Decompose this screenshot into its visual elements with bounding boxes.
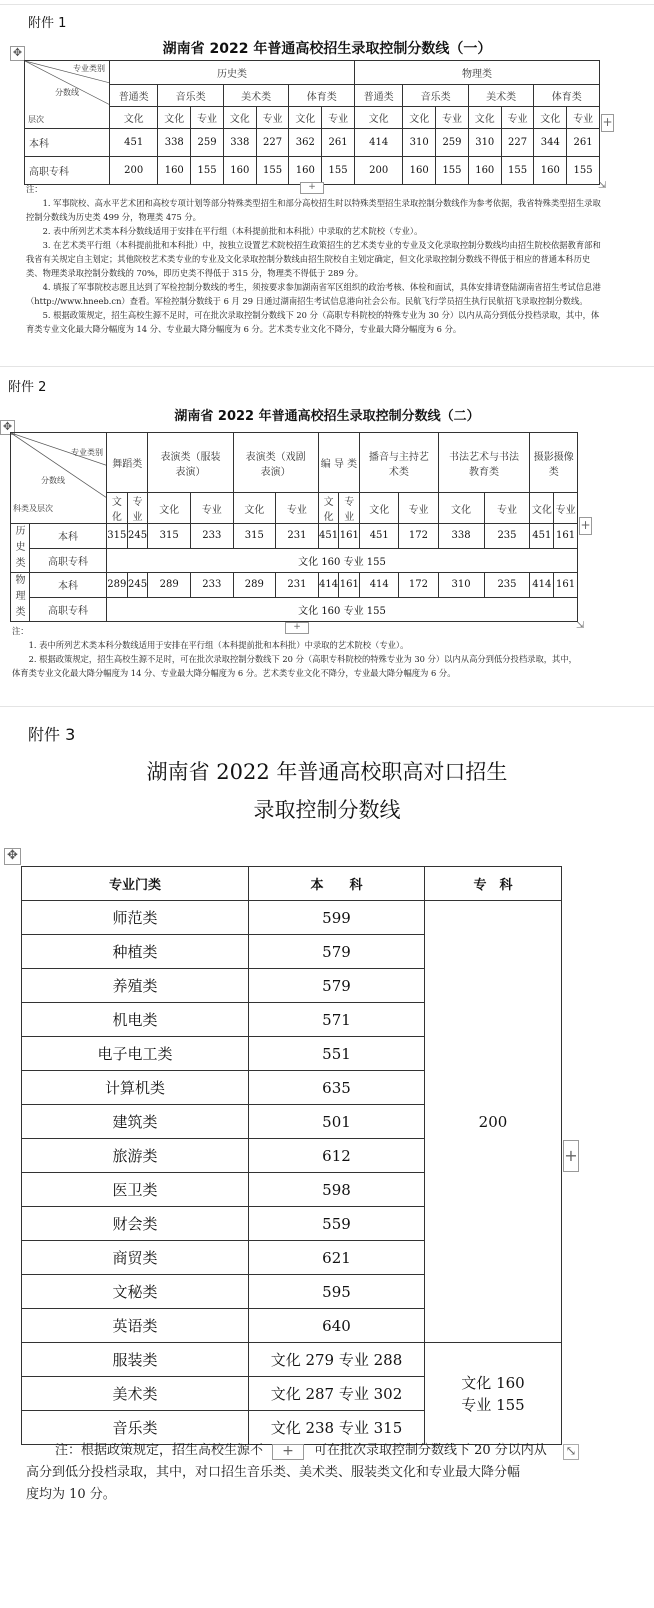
column-header: 专业 bbox=[127, 493, 148, 524]
score-cell: 227 bbox=[501, 129, 534, 157]
score-cell: 414 bbox=[318, 573, 339, 598]
column-header: 文化 bbox=[289, 107, 322, 129]
score-cell: 315 bbox=[107, 524, 128, 549]
row-label: 本科 bbox=[30, 573, 107, 598]
category-name: 机电类 bbox=[22, 1003, 249, 1037]
category-name: 旅游类 bbox=[22, 1139, 249, 1173]
column-header: 文化 bbox=[233, 493, 276, 524]
page-separator bbox=[0, 706, 654, 707]
notes-heading: 注： bbox=[12, 626, 29, 636]
undergraduate-score: 595 bbox=[249, 1275, 425, 1309]
category-header: 表演类（服装表演） bbox=[148, 433, 233, 493]
corner-label-level: 科类及层次 bbox=[13, 504, 53, 513]
category-name: 养殖类 bbox=[22, 969, 249, 1003]
score-cell: 315 bbox=[148, 524, 191, 549]
column-header: 文化 bbox=[148, 493, 191, 524]
score-cell: 155 bbox=[436, 157, 469, 185]
category-header: 书法艺术与书法教育类 bbox=[438, 433, 530, 493]
score-cell: 451 bbox=[318, 524, 339, 549]
score-cell: 235 bbox=[484, 573, 530, 598]
subgroup-header: 体育类 bbox=[534, 85, 600, 107]
score-cell: 231 bbox=[276, 524, 319, 549]
score-cell: 451 bbox=[360, 524, 399, 549]
attachment-3-note-line: 度均为 10 分。 bbox=[26, 1487, 116, 1502]
score-cell: 160 bbox=[223, 157, 256, 185]
add-column-icon[interactable]: + bbox=[601, 114, 614, 132]
row-label: 本科 bbox=[30, 524, 107, 549]
subgroup-header: 美术类 bbox=[468, 85, 534, 107]
table-corner-cell bbox=[11, 433, 107, 524]
category-header: 播音与主持艺术类 bbox=[360, 433, 438, 493]
score-cell: 414 bbox=[360, 573, 399, 598]
add-column-icon[interactable]: + bbox=[579, 517, 592, 535]
corner-label-category: 专业类别 bbox=[73, 64, 105, 73]
resize-icon[interactable]: ⇲ bbox=[598, 180, 607, 191]
score-cell: 160 bbox=[158, 157, 191, 185]
row-label: 本科 bbox=[25, 129, 110, 157]
score-cell: 200 bbox=[110, 157, 158, 185]
subgroup-header: 体育类 bbox=[289, 85, 355, 107]
column-header: 专业 bbox=[554, 493, 578, 524]
notes-heading: 注： bbox=[26, 184, 43, 194]
column-header: 文化 bbox=[107, 493, 128, 524]
score-cell: 161 bbox=[554, 524, 578, 549]
category-header: 摄影摄像类 bbox=[530, 433, 578, 493]
attachment-2-label: 附件 2 bbox=[8, 380, 47, 395]
merged-score-cell: 文化 160 专业 155 bbox=[107, 597, 578, 622]
undergraduate-score: 612 bbox=[249, 1139, 425, 1173]
group-header: 历史类 bbox=[110, 61, 355, 85]
note-item: 5. 根据政策规定，招生高校生源不足时，可在批次录取控制分数线下 20 分（高职专科院校的特殊专业为 30 分）以内从高分到低分投档录取，其中，体育类专业文化最大降分幅度为 14 分、专业最大降分幅度为 6 分。艺术类专业文化不降分，专业最大降分幅度为 6 分。 bbox=[26, 310, 600, 334]
score-cell: 172 bbox=[399, 524, 438, 549]
column-header: 专业 bbox=[501, 107, 534, 129]
associate-score-art bbox=[425, 1343, 562, 1445]
column-header: 专业 bbox=[256, 107, 289, 129]
score-cell: 160 bbox=[468, 157, 501, 185]
attachment-3-note-line: 高分到低分投档录取，其中，对口招生音乐类、美术类、服装类文化和专业最大降分幅 bbox=[26, 1465, 521, 1480]
score-cell: 161 bbox=[554, 573, 578, 598]
column-header: 文化 bbox=[223, 107, 256, 129]
row-label: 高职专科 bbox=[30, 597, 107, 622]
corner-label-level: 层次 bbox=[28, 115, 44, 124]
score-cell: 245 bbox=[127, 524, 148, 549]
column-header: 文化 bbox=[403, 107, 436, 129]
table-corner-cell bbox=[25, 61, 110, 129]
attachment-3-note-line: 可在批次录取控制分数线下 20 分以内从 bbox=[314, 1443, 547, 1458]
score-cell: 289 bbox=[233, 573, 276, 598]
attachment-1-notes bbox=[26, 180, 607, 336]
associate-major-score: 专业 155 bbox=[461, 1395, 525, 1414]
score-cell: 259 bbox=[191, 129, 224, 157]
undergraduate-score: 635 bbox=[249, 1071, 425, 1105]
note-item: 1. 表中所列艺术类本科分数线适用于安排在平行组（本科提前批和本科批）中录取的艺术院校（专业）。 bbox=[28, 640, 409, 650]
table-row bbox=[22, 1343, 562, 1377]
associate-culture-score: 文化 160 bbox=[461, 1373, 525, 1392]
subgroup-header: 音乐类 bbox=[158, 85, 224, 107]
attachment-1-label: 附件 1 bbox=[28, 16, 67, 31]
resize-icon[interactable]: ⤡ bbox=[563, 1444, 579, 1460]
score-cell: 155 bbox=[256, 157, 289, 185]
column-header: 文化 bbox=[468, 107, 501, 129]
undergraduate-score: 579 bbox=[249, 969, 425, 1003]
column-header: 文化 bbox=[534, 107, 567, 129]
attachment-3-subtitle: 录取控制分数线 bbox=[253, 798, 401, 822]
attachment-1-title: 湖南省 2022 年普通高校招生录取控制分数线（一） bbox=[162, 41, 492, 57]
score-cell: 261 bbox=[567, 129, 600, 157]
move-handle-icon[interactable]: ✥ bbox=[4, 848, 21, 865]
score-cell: 344 bbox=[534, 129, 567, 157]
attachment-2-title: 湖南省 2022 年普通高校招生录取控制分数线（二） bbox=[174, 409, 480, 424]
undergraduate-score: 551 bbox=[249, 1037, 425, 1071]
score-cell: 233 bbox=[190, 524, 233, 549]
score-cell: 451 bbox=[110, 129, 158, 157]
column-header: 专业 bbox=[339, 493, 360, 524]
attachment-3-title: 湖南省 2022 年普通高校职高对口招生 bbox=[146, 760, 508, 784]
column-header: 文化 bbox=[438, 493, 484, 524]
column-header: 文化 bbox=[158, 107, 191, 129]
add-row-icon[interactable]: + bbox=[272, 1444, 304, 1460]
column-header: 专业 bbox=[436, 107, 469, 129]
score-cell: 160 bbox=[403, 157, 436, 185]
score-cell: 414 bbox=[530, 573, 554, 598]
merged-score-cell: 文化 160 专业 155 bbox=[107, 548, 578, 573]
column-header: 专业 bbox=[567, 107, 600, 129]
score-cell: 338 bbox=[158, 129, 191, 157]
page-separator bbox=[0, 366, 654, 367]
resize-icon[interactable]: ⇲ bbox=[576, 620, 585, 631]
score-cell: 338 bbox=[438, 524, 484, 549]
score-cell: 231 bbox=[276, 573, 319, 598]
score-cell: 160 bbox=[534, 157, 567, 185]
category-name: 种植类 bbox=[22, 935, 249, 969]
score-cell: 451 bbox=[530, 524, 554, 549]
column-header: 文化 bbox=[530, 493, 554, 524]
undergraduate-score: 559 bbox=[249, 1207, 425, 1241]
section-label-text: 历史类 bbox=[15, 526, 26, 569]
category-name: 服装类 bbox=[22, 1343, 249, 1377]
corner-label-score: 分数线 bbox=[41, 476, 65, 485]
score-cell: 261 bbox=[322, 129, 355, 157]
category-name: 英语类 bbox=[22, 1309, 249, 1343]
column-header: 专业 bbox=[276, 493, 319, 524]
note-item: 3. 在艺术类平行组（本科提前批和本科批）中，按独立设置艺术院校招生政策招生的艺术类专业的专业及文化录取控制分数线均由招生院校依据教育部和我省有关规定自主划定；其他院校艺术类专业的专业及文化录取控制分数线由招生院校自主划定确定，但文化录取控制分数线不得低于相应的普通本科历史类、物理类录取控制分数线的 70%，即历史类不得低于 315 分，物理类不得低于 289 分。 bbox=[26, 240, 601, 278]
score-cell: 315 bbox=[233, 524, 276, 549]
section-label-text: 物理类 bbox=[15, 575, 26, 618]
column-header: 专 科 bbox=[425, 867, 562, 901]
undergraduate-score: 621 bbox=[249, 1241, 425, 1275]
score-cell: 227 bbox=[256, 129, 289, 157]
subgroup-header: 普通类 bbox=[110, 85, 158, 107]
column-header: 专业门类 bbox=[22, 867, 249, 901]
column-header: 文化 bbox=[354, 107, 402, 129]
attachment-3-label: 附件 3 bbox=[28, 725, 76, 744]
score-cell: 338 bbox=[223, 129, 256, 157]
score-cell: 200 bbox=[354, 157, 402, 185]
column-header: 文化 bbox=[110, 107, 158, 129]
subgroup-header: 美术类 bbox=[223, 85, 289, 107]
note-item: 2. 表中所列艺术类本科分数线适用于安排在平行组（本科提前批和本科批）中录取的艺术院校（专业）。 bbox=[42, 226, 423, 236]
score-table-2 bbox=[10, 432, 578, 622]
column-header: 文化 bbox=[318, 493, 339, 524]
score-cell: 235 bbox=[484, 524, 530, 549]
undergraduate-score: 文化 287 专业 302 bbox=[249, 1377, 425, 1411]
category-header: 表演类（戏剧表演） bbox=[233, 433, 318, 493]
category-name: 电子电工类 bbox=[22, 1037, 249, 1071]
associate-score-general: 200 bbox=[425, 901, 562, 1343]
category-name: 建筑类 bbox=[22, 1105, 249, 1139]
score-cell: 310 bbox=[403, 129, 436, 157]
column-header: 专业 bbox=[322, 107, 355, 129]
category-name: 财会类 bbox=[22, 1207, 249, 1241]
undergraduate-score: 文化 279 专业 288 bbox=[249, 1343, 425, 1377]
score-cell: 172 bbox=[399, 573, 438, 598]
score-cell: 161 bbox=[339, 573, 360, 598]
column-header: 本 科 bbox=[249, 867, 425, 901]
score-cell: 414 bbox=[354, 129, 402, 157]
score-cell: 233 bbox=[190, 573, 233, 598]
column-header: 专业 bbox=[190, 493, 233, 524]
score-cell: 289 bbox=[148, 573, 191, 598]
undergraduate-score: 599 bbox=[249, 901, 425, 935]
score-cell: 160 bbox=[289, 157, 322, 185]
score-cell: 310 bbox=[468, 129, 501, 157]
category-name: 美术类 bbox=[22, 1377, 249, 1411]
score-cell: 155 bbox=[322, 157, 355, 185]
category-name: 医卫类 bbox=[22, 1173, 249, 1207]
row-label: 高职专科 bbox=[30, 548, 107, 573]
row-label: 高职专科 bbox=[25, 157, 110, 185]
page-separator bbox=[0, 4, 654, 5]
category-name: 计算机类 bbox=[22, 1071, 249, 1105]
add-column-icon[interactable]: + bbox=[563, 1140, 579, 1172]
table-row bbox=[22, 901, 562, 935]
category-header: 舞蹈类 bbox=[107, 433, 148, 493]
category-name: 音乐类 bbox=[22, 1411, 249, 1445]
note-item: 1. 军事院校、高水平艺术团和高校专项计划等部分特殊类型招生和部分高校招生时以特殊类型招生录取控制分数线作为参考依据，我省特殊类型招生录取控制分数线为历史类 499 分，物理类 475 分。 bbox=[26, 198, 601, 222]
add-row-icon[interactable]: + bbox=[285, 622, 309, 634]
undergraduate-score: 598 bbox=[249, 1173, 425, 1207]
score-cell: 161 bbox=[339, 524, 360, 549]
column-header: 专业 bbox=[399, 493, 438, 524]
score-cell: 155 bbox=[501, 157, 534, 185]
note-item: 2. 根据政策规定，招生高校生源不足时，可在批次录取控制分数线下 20 分（高职专科院校的特殊专业为 30 分）以内从高分到低分投档录取，其中，体育类专业文化最大降分幅度为 14 分、专业最大降分幅度为 6 分。艺术类专业文化不降分，专业最大降分幅度为 6 分。 bbox=[12, 654, 577, 678]
undergraduate-score: 579 bbox=[249, 935, 425, 969]
section-label bbox=[11, 573, 30, 622]
column-header: 专业 bbox=[484, 493, 530, 524]
undergraduate-score: 640 bbox=[249, 1309, 425, 1343]
score-cell: 289 bbox=[107, 573, 128, 598]
score-cell: 155 bbox=[567, 157, 600, 185]
subgroup-header: 普通类 bbox=[354, 85, 402, 107]
undergraduate-score: 571 bbox=[249, 1003, 425, 1037]
subgroup-header: 音乐类 bbox=[403, 85, 469, 107]
group-header: 物理类 bbox=[354, 61, 599, 85]
note-item: 4. 填报了军事院校志愿且达到了军检控制分数线的考生，须按要求参加湖南省军区组织的政治考核、体检和面试，具体安排请登陆湖南省招生考试信息港（http://www.hneeb.cn）查看。军检控制分数线于 6 月 29 日通过湖南招生考试信息港向社会公布。民航飞行学员招生执行民航招飞录取控制分数线。 bbox=[26, 282, 601, 306]
score-cell: 259 bbox=[436, 129, 469, 157]
score-cell: 155 bbox=[191, 157, 224, 185]
move-handle-icon[interactable]: ✥ bbox=[0, 420, 15, 435]
category-name: 商贸类 bbox=[22, 1241, 249, 1275]
category-name: 师范类 bbox=[22, 901, 249, 935]
category-header: 编 导 类 bbox=[318, 433, 359, 493]
undergraduate-score: 文化 238 专业 315 bbox=[249, 1411, 425, 1445]
column-header: 文化 bbox=[360, 493, 399, 524]
score-cell: 310 bbox=[438, 573, 484, 598]
column-header: 专业 bbox=[191, 107, 224, 129]
score-table-1 bbox=[24, 60, 600, 185]
category-name: 文秘类 bbox=[22, 1275, 249, 1309]
undergraduate-score: 501 bbox=[249, 1105, 425, 1139]
section-label bbox=[11, 524, 30, 573]
attachment-2-notes bbox=[12, 624, 582, 680]
score-cell: 362 bbox=[289, 129, 322, 157]
corner-label-score: 分数线 bbox=[55, 88, 79, 97]
vocational-score-table bbox=[21, 866, 562, 1445]
score-cell: 245 bbox=[127, 573, 148, 598]
attachment-3-note-line: 注：根据政策规定，招生高校生源不 bbox=[55, 1443, 264, 1458]
corner-label-category: 专业类别 bbox=[71, 448, 103, 457]
move-handle-icon[interactable]: ✥ bbox=[10, 46, 25, 61]
add-row-icon[interactable]: + bbox=[300, 182, 324, 194]
